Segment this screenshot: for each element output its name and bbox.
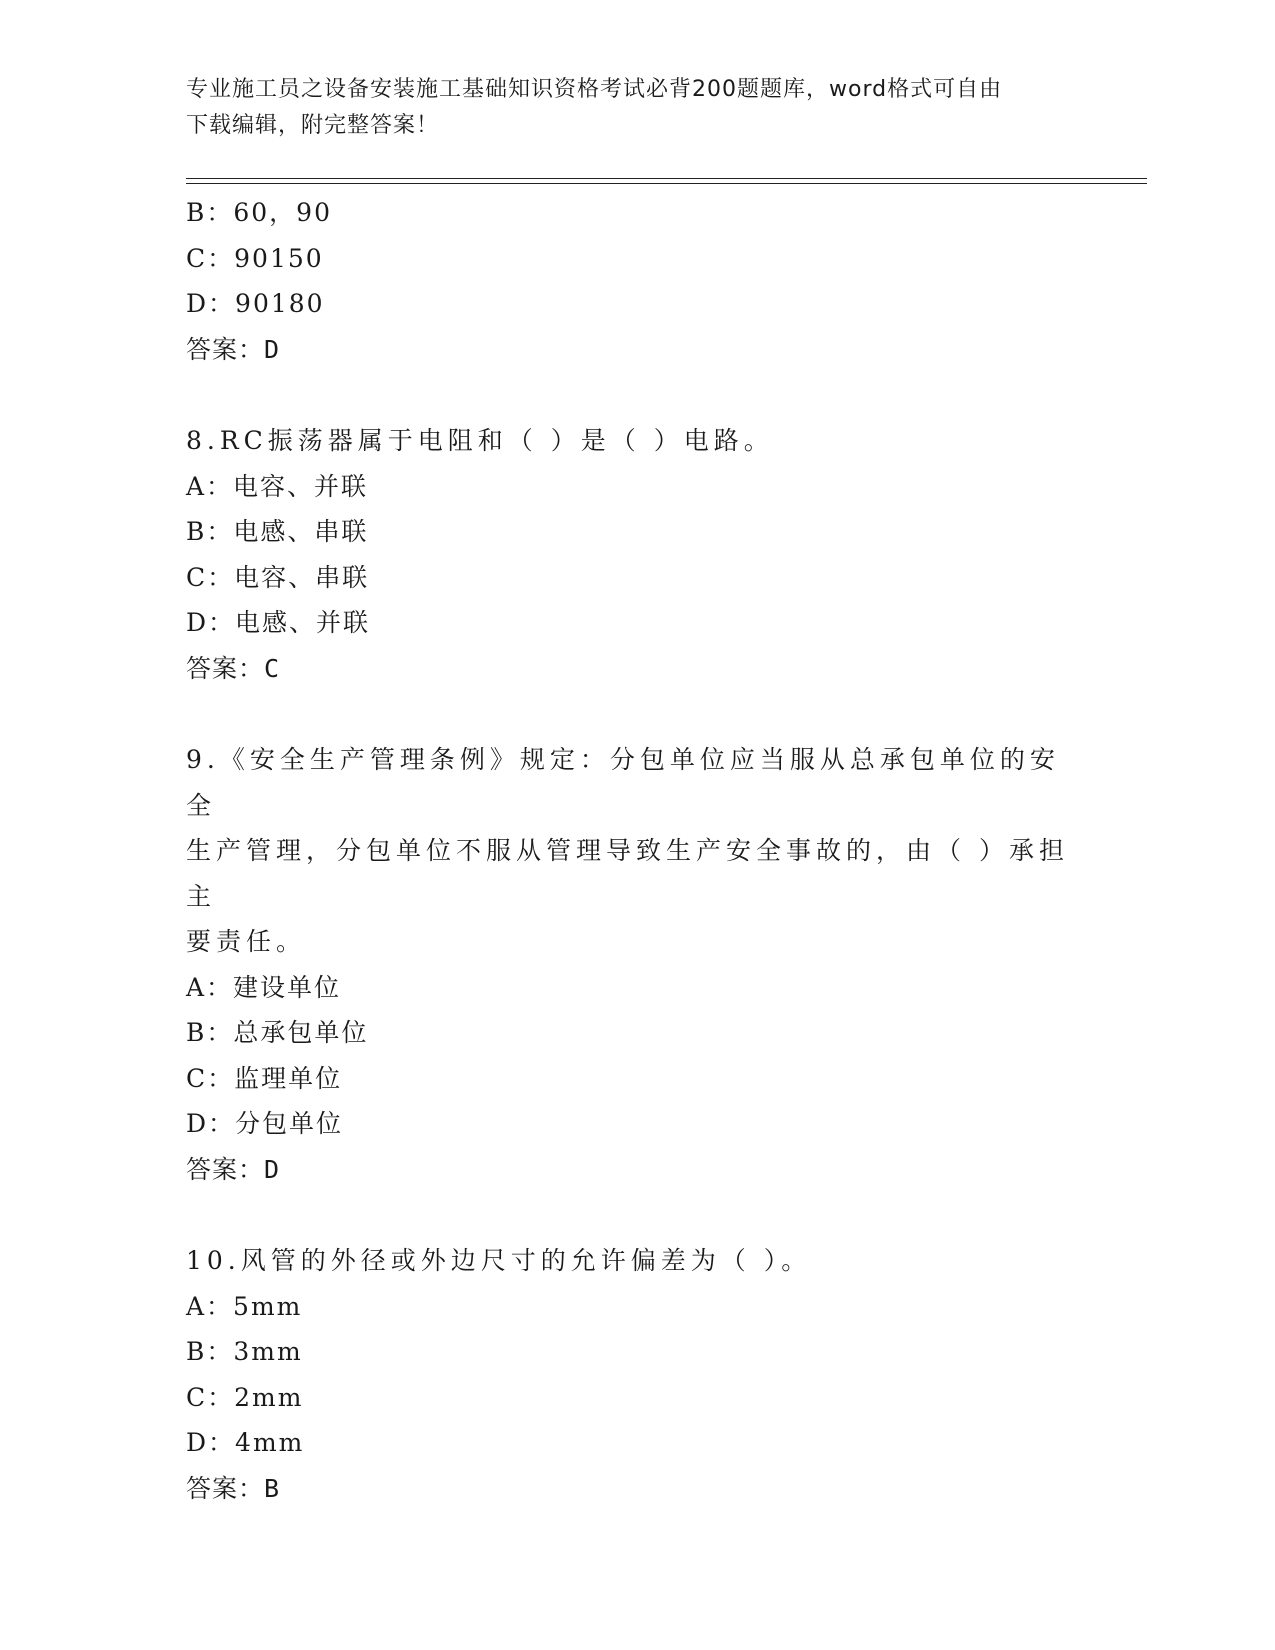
answer: 答案：D (186, 334, 281, 364)
option-b: B：电感、串联 (186, 517, 369, 546)
question-text-line-1: 9.《安全生产管理条例》规定：分包单位应当服从总承包单位的安全 (186, 745, 1060, 820)
question-text: 10.风管的外径或外边尺寸的允许偏差为（ ）。 (186, 1246, 812, 1275)
question-8 (186, 418, 1086, 691)
document-header (186, 72, 1086, 144)
question-7 (186, 190, 1086, 372)
option-b: B：3mm (186, 1337, 303, 1366)
option-d: D：90180 (186, 289, 325, 318)
option-c: C：监理单位 (186, 1063, 343, 1093)
question-9 (186, 737, 1086, 1192)
question-list (186, 190, 1086, 1511)
spacer (186, 1192, 1086, 1238)
answer: 答案：D (186, 1154, 281, 1184)
option-a: A：建设单位 (186, 972, 342, 1002)
option-b: B：60，90 (186, 198, 332, 227)
option-d: D：分包单位 (186, 1109, 344, 1138)
header-line-1: 专业施工员之设备安装施工基础知识资格考试必背200题题库，word格式可自由 (186, 77, 1003, 102)
header-line-2: 下载编辑，附完整答案！ (186, 113, 440, 138)
question-10 (186, 1238, 1086, 1511)
option-a: A：5mm (186, 1291, 303, 1321)
spacer (186, 691, 1086, 737)
option-b: B：总承包单位 (186, 1018, 369, 1047)
question-text-line-3: 要责任。 (186, 927, 307, 956)
header-divider-top (186, 178, 1147, 179)
option-d: D：4mm (186, 1428, 305, 1457)
option-a: A：电容、并联 (186, 471, 369, 501)
option-c: C：2mm (186, 1382, 304, 1412)
answer: 答案：C (186, 653, 281, 683)
question-text-line-2: 生产管理，分包单位不服从管理导致生产安全事故的，由（ ）承担主 (186, 836, 1069, 911)
answer: 答案：B (186, 1473, 281, 1503)
spacer (186, 372, 1086, 418)
header-divider-bottom (186, 183, 1147, 184)
option-c: C：90150 (186, 243, 324, 273)
option-d: D：电感、并联 (186, 608, 371, 637)
option-c: C：电容、串联 (186, 562, 370, 592)
question-text: 8.RC振荡器属于电阻和（ ）是（ ）电路。 (186, 426, 774, 455)
